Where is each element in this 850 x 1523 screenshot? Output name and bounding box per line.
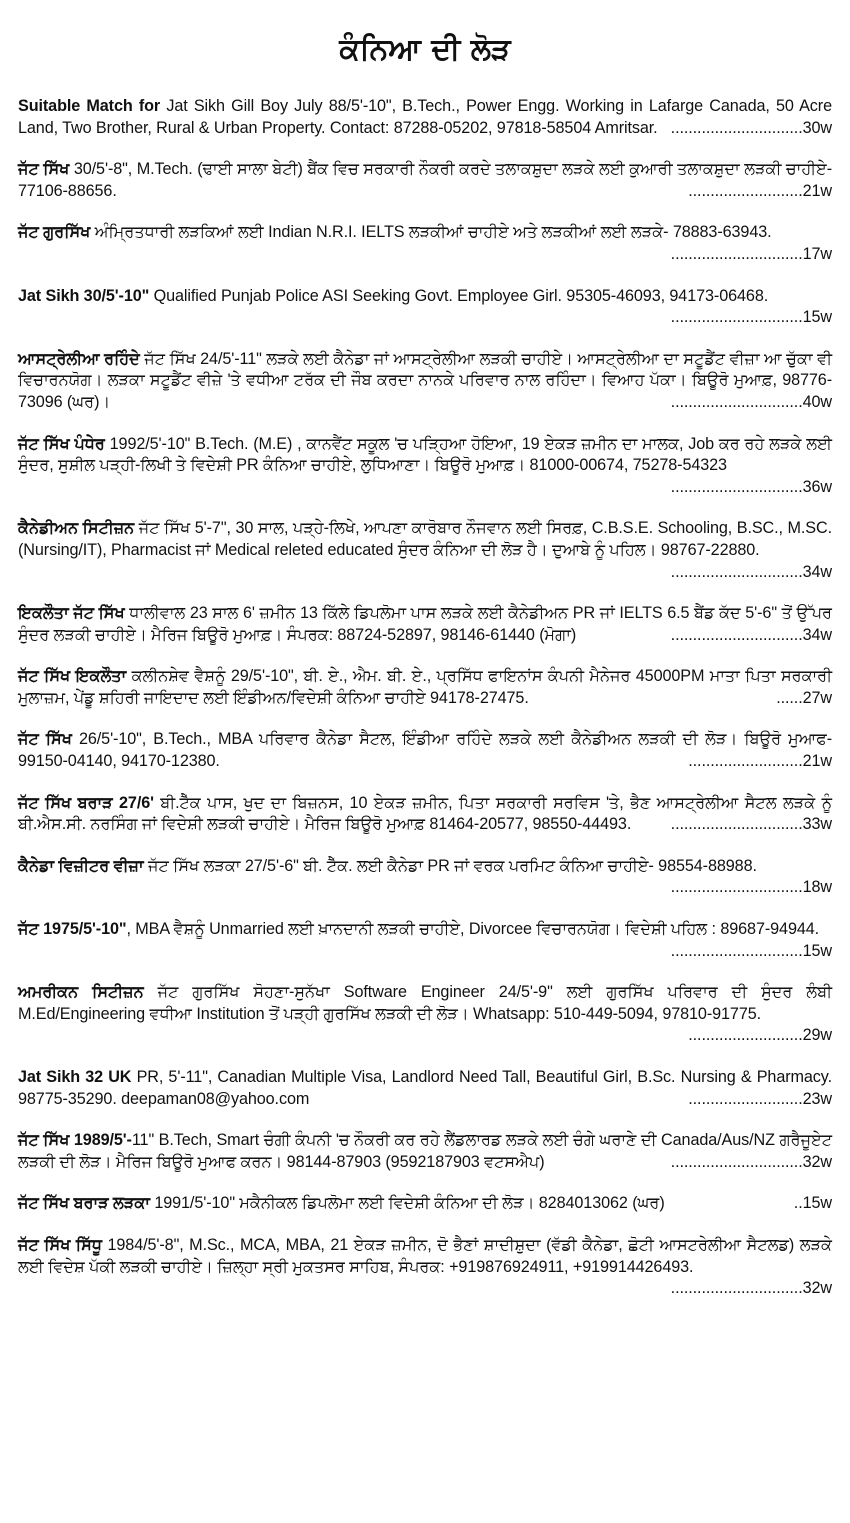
ad-word-count: ..........................29w [688,1026,832,1045]
classified-ad [18,1193,832,1215]
ad-body: ਜੱਟ ਸਿੱਖ ਲੜਕਾ 27/5'-6" ਬੀ. ਟੈੱਕ. ਲਈ ਕੈਨੇਡਾ PR ਜਾਂ ਵਰਕ ਪਰਮਿਟ ਕੰਨਿਆ ਚਾਹੀਏ- 98554-88988. [143,856,757,875]
classified-ad [18,349,832,414]
ad-word-count: ..............................32w [670,1279,832,1298]
ad-word-count: ..............................15w [670,308,832,327]
classified-ad [18,1067,832,1110]
ad-lead: ਜੱਟ ਸਿੱਖ 1989/5'- [18,1131,132,1150]
ad-word-count: ..............................30w [670,118,832,137]
ad-body: ਅੰਮ੍ਰਿਤਧਾਰੀ ਲੜਕਿਆਂ ਲਈ Indian N.R.I. IELTS ਲੜਕੀਆਂ ਚਾਹੀਏ ਅਤੇ ਲੜਕੀਆਂ ਲਈ ਲੜਕੇ- 78883-63943. [90,223,772,242]
classified-page [0,32,850,1300]
ad-lead: Suitable Match for [18,97,161,115]
ads-list [18,96,832,1300]
ad-lead: ਜੱਟ ਸਿੱਖ [18,730,72,749]
page-title: ਕੰਨਿਆ ਦੀ ਲੋੜ [339,32,511,67]
ad-lead: ਜੱਟ ਸਿੱਖ ਬਰਾੜ ਲੜਕਾ [18,1194,150,1213]
ad-body: ਜੱਟ ਗੁਰਸਿੱਖ ਸੋਹਣਾ-ਸੁਨੱਖਾ Software Engineer 24/5'-9" ਲਈ ਗੁਰਸਿੱਖ ਪਰਿਵਾਰ ਦੀ ਸੁੰਦਰ ਲੰਬੀ M.Ed/Engineering ਵਧੀਆ Institution ਤੋਂ ਪੜ੍ਹੀ ਗੁਰਸਿੱਖ ਲੜਕੀ ਦੀ ਲੋੜ। Whatsapp: 510-449-5094, 97810-91775. [18,983,832,1023]
classified-ad [18,729,832,772]
classified-ad [18,982,832,1047]
classified-ad [18,1130,832,1173]
ad-word-count: ..15w [793,1194,832,1213]
ad-body: Jat Sikh Gill Boy July 88/5'-10", B.Tech., Power Engg. Working in Lafarge Canada, 50 Acre Land, Two Brother, Rural & Urban Property. Contact: 87288-05202, 97818-58504 Amritsar. [18,97,832,137]
classified-ad [18,919,832,962]
ad-body: 1991/5'-10" ਮਕੈਨੀਕਲ ਡਿਪਲੋਮਾ ਲਈ ਵਿਦੇਸ਼ੀ ਕੰਨਿਆ ਦੀ ਲੋੜ। 8284013062 (ਘਰ) [149,1194,665,1213]
ad-word-count: ..........................21w [688,752,832,771]
ad-body: ਜੱਟ ਸਿੱਖ 24/5'-11" ਲੜਕੇ ਲਈ ਕੈਨੇਡਾ ਜਾਂ ਆਸਟ੍ਰੇਲੀਆ ਲੜਕੀ ਚਾਹੀਏ। ਆਸਟ੍ਰੇਲੀਆ ਦਾ ਸਟੂਡੈਂਟ ਵੀਜ਼ਾ ਆ ਚੁੱਕਾ ਵੀ ਵਿਚਾਰਨਯੋਗ। ਲੜਕਾ ਸਟੂਡੈਂਟ ਵੀਜ਼ੇ 'ਤੇ ਵਧੀਆ ਟਰੱਕ ਦੀ ਜੌਬ ਕਰਦਾ ਨਾਨਕੇ ਪਰਿਵਾਰ ਨਾਲ ਰਹਿੰਦਾ। ਵਿਆਹ ਪੱਕਾ। ਬਿਊਰੋ ਮੁਆਫ਼, 98776-73096 (ਘਰ)। [18,349,832,411]
ad-lead: ਜੱਟ ਸਿੱਖ ਬਰਾੜ 27/6' [18,793,154,812]
ad-body: ਧਾਲੀਵਾਲ 23 ਸਾਲ 6' ਜ਼ਮੀਨ 13 ਕਿੱਲੇ ਡਿਪਲੋਮਾ ਪਾਸ ਲੜਕੇ ਲਈ ਕੈਨੇਡੀਅਨ PR ਜਾਂ IELTS 6.5 ਬੈਂਡ ਕੱਦ 5'-6" ਤੋਂ ਉੱਪਰ ਸੁੰਦਰ ਲੜਕੀ ਚਾਹੀਏ। ਮੈਰਿਜ ਬਿਊਰੋ ਮੁਆਫ਼। ਸੰਪਰਕ: 88724-52897, 98146-61440 (ਮੋਗਾ) [18,604,832,644]
ad-word-count: ......27w [776,688,832,707]
classified-ad [18,603,832,646]
ad-lead: ਕੈਨੇਡੀਅਨ ਸਿਟੀਜ਼ਨ [18,519,135,538]
ad-lead: ਜੱਟ ਸਿੱਖ ਸਿੱਧੂ [18,1235,102,1254]
ad-lead: ਕੈਨੇਡਾ ਵਿਜ਼ੀਟਰ ਵੀਜ਼ਾ [18,856,144,875]
classified-ad [18,793,832,836]
ad-word-count: ..............................34w [670,562,832,581]
ad-body: ਕਲੀਨਸ਼ੇਵ ਵੈਸ਼ਨੂੰ 29/5'-10", ਬੀ. ਏ., ਐਮ. ਬੀ. ਏ., ਪ੍ਰਸਿੱਧ ਫਾਇਨਾਂਸ ਕੰਪਨੀ ਮੈਨੇਜਰ 45000PM ਮਾਤਾ ਪਿਤਾ ਸਰਕਾਰੀ ਮੁਲਾਜ਼ਮ, ਪੇਂਡੂ ਸ਼ਹਿਰੀ ਜਾਇਦਾਦ ਲਈ ਇੰਡੀਅਨ/ਵਿਦੇਸ਼ੀ ਕੰਨਿਆ ਚਾਹੀਏ 94178-27475. [18,667,832,707]
ad-word-count: ..............................40w [670,392,832,411]
ad-word-count: ..............................34w [670,625,832,644]
ad-lead: Jat Sikh 32 UK [18,1068,132,1086]
ad-body: 11" B.Tech, Smart ਚੰਗੀ ਕੰਪਨੀ 'ਚ ਨੌਕਰੀ ਕਰ ਰਹੇ ਲੈਂਡਲਾਰਡ ਲੜਕੇ ਲਈ ਚੰਗੇ ਘਰਾਣੇ ਦੀ Canada/Aus/NZ ਗਰੈਜੂਏਟ ਲੜਕੀ ਦੀ ਲੋੜ। ਮੈਰਿਜ ਬਿਊਰੋ ਮੁਆਫ ਕਰਨ। 98144-87903 (9592187903 ਵਟਸਐਪ) [18,1131,832,1171]
classified-ad [18,1235,832,1300]
ad-word-count: ..............................15w [670,941,832,960]
ad-body: Qualified Punjab Police ASI Seeking Govt. Employee Girl. 95305-46093, 94173-06468. [149,286,769,305]
ad-lead: ਆਸਟ੍ਰੇਲੀਆ ਰਹਿੰਦੇ [18,349,140,368]
ad-lead: ਜੱਟ 1975/5'-10" [18,920,127,939]
ad-body: 1984/5'-8", M.Sc., MCA, MBA, 21 ਏਕੜ ਜ਼ਮੀਨ, ਦੋ ਭੈਣਾਂ ਸ਼ਾਦੀਸ਼ੁਦਾ (ਵੱਡੀ ਕੈਨੇਡਾ, ਛੋਟੀ ਆਸਟਰੇਲੀਆ ਸੈਟਲਡ) ਲੜਕੇ ਲਈ ਵਿਦੇਸ਼ ਪੱਕੀ ਲੜਕੀ ਚਾਹੀਏ। ਜ਼ਿਲ੍ਹਾ ਸ੍ਰੀ ਮੁਕਤਸਰ ਸਾਹਿਬ, ਸੰਪਰਕ: +919876924911, +919914426493. [18,1235,832,1276]
ad-lead: ਜੱਟ ਸਿੱਖ [18,160,70,179]
ad-body: , MBA ਵੈਸ਼ਨੂੰ Unmarried ਲਈ ਖ਼ਾਨਦਾਨੀ ਲੜਕੀ ਚਾਹੀਏ, Divorcee ਵਿਚਾਰਨਯੋਗ। ਵਿਦੇਸ਼ੀ ਪਹਿਲ : 89687-94944. [126,920,820,939]
ad-body: ਬੀ.ਟੈੱਕ ਪਾਸ, ਖੁਦ ਦਾ ਬਿਜ਼ਨਸ, 10 ਏਕੜ ਜ਼ਮੀਨ, ਪਿਤਾ ਸਰਕਾਰੀ ਸਰਵਿਸ 'ਤੇ, ਭੈਣ ਆਸਟ੍ਰੇਲੀਆ ਸੈਟਲ ਲੜਕੇ ਨੂੰ ਬੀ.ਐਸ.ਸੀ. ਨਰਸਿੰਗ ਜਾਂ ਵਿਦੇਸ਼ੀ ਲੜਕੀ ਚਾਹੀਏ। ਮੈਰਿਜ ਬਿਊਰੋ ਮੁਆਫ਼ 81464-20577, 98550-44493. [18,793,833,834]
ad-lead: ਅਮਰੀਕਨ ਸਿਟੀਜ਼ਨ [18,983,144,1002]
ad-lead: ਜੱਟ ਸਿੱਖ ਇਕਲੌਤਾ [18,667,127,686]
classified-ad [18,856,832,899]
ad-word-count: ..........................21w [688,181,832,200]
ad-body: 26/5'-10", B.Tech., MBA ਪਰਿਵਾਰ ਕੈਨੇਡਾ ਸੈਟਲ, ਇੰਡੀਆ ਰਹਿੰਦੇ ਲੜਕੇ ਲਈ ਕੈਨੇਡੀਅਨ ਲੜਕੀ ਦੀ ਲੋੜ। ਬਿਊਰੋ ਮੁਆਫ- 99150-04140, 94170-12380. [18,730,832,771]
classified-ad [18,159,832,202]
ad-word-count: ..............................17w [670,244,832,263]
ad-body: ਜੱਟ ਸਿੱਖ 5'-7", 30 ਸਾਲ, ਪੜ੍ਹੇ-ਲਿਖੇ, ਆਪਣਾ ਕਾਰੋਬਾਰ ਨੌਜਵਾਨ ਲਈ ਸਿਰਫ਼, C.B.S.E. Schooling, B.SC., M.SC. (Nursing/IT), Pharmacist ਜਾਂ Medical releted educated ਸੁੰਦਰ ਕੰਨਿਆ ਦੀ ਲੋੜ ਹੈ। ਦੁਆਬੇ ਨੂੰ ਪਹਿਲ। 98767-22880. [18,519,832,559]
classified-ad [18,434,832,499]
ad-lead: ਜੱਟ ਸਿੱਖ ਪੰਧੇਰ [18,434,105,453]
classified-ad [18,286,832,329]
classified-ad [18,96,832,139]
classified-ad [18,666,832,709]
ad-body: 1992/5'-10" B.Tech. (M.E) , ਕਾਨਵੈਂਟ ਸਕੂਲ 'ਚ ਪੜ੍ਹਿਆ ਹੋਇਆ, 19 ਏਕੜ ਜ਼ਮੀਨ ਦਾ ਮਾਲਕ, Job ਕਰ ਰਹੇ ਲੜਕੇ ਲਈ ਸੁੰਦਰ, ਸੁਸ਼ੀਲ ਪੜ੍ਹੀ-ਲਿਖੀ ਤੇ ਵਿਦੇਸ਼ੀ PR ਕੰਨਿਆ ਚਾਹੀਏ, ਲੁਧਿਆਣਾ। ਬਿਊਰੋ ਮੁਆਫ਼। 81000-00674, 75278-54323 [18,434,832,475]
ad-lead: ਇਕਲੌਤਾ ਜੱਟ ਸਿੱਖ [18,604,125,623]
ad-word-count: ..............................32w [670,1152,832,1171]
classified-ad [18,518,832,583]
ad-lead: Jat Sikh 30/5'-10" [18,286,150,305]
ad-lead: ਜੱਟ ਗੁਰਸਿੱਖ [18,223,91,242]
ad-word-count: ..............................36w [670,477,832,496]
ad-body: 30/5'-8", M.Tech. (ਢਾਈ ਸਾਲਾ ਬੇਟੀ) ਬੈਂਕ ਵਿਚ ਸਰਕਾਰੀ ਨੌਕਰੀ ਕਰਦੇ ਤਲਾਕਸ਼ੁਦਾ ਲੜਕੇ ਲਈ ਕੁਆਰੀ ਤਲਾਕਸ਼ੁਦਾ ਲੜਕੀ ਚਾਹੀਏ- 77106-88656. [18,160,832,200]
ad-word-count: ..............................18w [670,878,832,897]
classified-ad [18,222,832,265]
ad-word-count: ..............................33w [670,815,832,834]
ad-body: PR, 5'-11", Canadian Multiple Visa, Landlord Need Tall, Beautiful Girl, B.Sc. Nursing & Pharmacy. 98775-35290. deepaman08@yahoo.com [18,1068,832,1108]
ad-word-count: ..........................23w [688,1089,832,1108]
